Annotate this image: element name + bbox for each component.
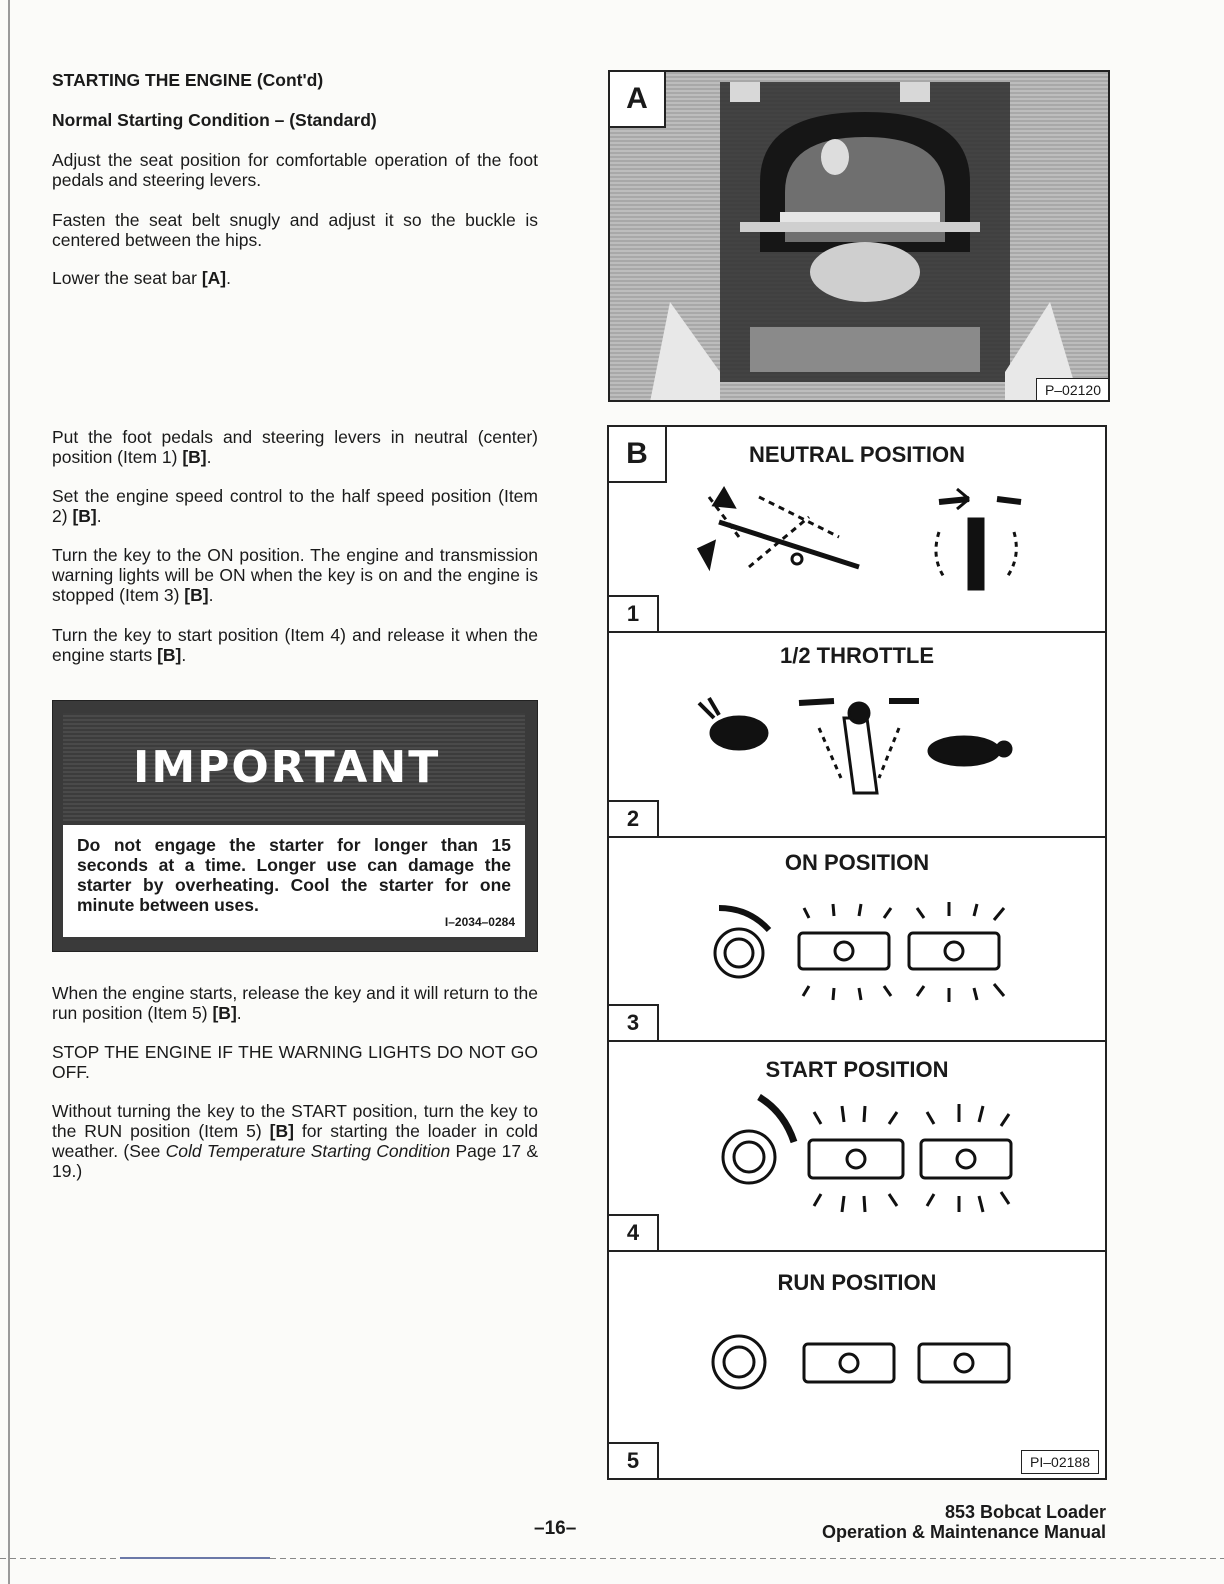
figure-b-label: B <box>607 425 667 483</box>
panel-start <box>609 1042 1105 1252</box>
figure-a-label: A <box>608 70 666 128</box>
paragraph-neutral: Put the foot pedals and steering levers in neutral (center) position (Item 1) [B]. <box>52 427 538 467</box>
on-position-icon <box>609 838 1105 1042</box>
important-notice <box>52 700 538 952</box>
panel-number: 5 <box>607 1442 659 1480</box>
section-subheading: Normal Starting Condition – (Standard) <box>52 110 377 130</box>
important-banner <box>63 713 525 821</box>
important-text: Do not engage the starter for longer than 15 seconds at a time. Longer use can damage the starter by overheating. Cool the starter for one minute between uses. <box>77 835 511 915</box>
paragraph-release-key: When the engine starts, release the key and it will return to the run position (Item 5) [B]. <box>52 983 538 1023</box>
panel-number: 3 <box>607 1004 659 1042</box>
page-bottom-mark <box>120 1557 270 1559</box>
important-body <box>63 825 525 937</box>
panel-number: 4 <box>607 1214 659 1252</box>
panel-title: START POSITION <box>765 1057 949 1082</box>
panel-run <box>609 1252 1105 1480</box>
paragraph-throttle: Set the engine speed control to the half speed position (Item 2) [B]. <box>52 486 538 526</box>
paragraph-key-on: Turn the key to the ON position. The engine and transmission warning lights will be ON when the key is on and the engine is stopped (Item 3) [B]. <box>52 545 538 605</box>
neutral-position-icon <box>609 427 1105 633</box>
figure-a-code: P–02120 <box>1036 378 1110 402</box>
paragraph-cold-weather: Without turning the key to the START position, turn the key to the RUN position (Item 5) [B] for starting the loader in cold weather. (See Cold Temperature Starting Condition Page 17 & 19.) <box>52 1101 538 1181</box>
important-code: I–2034–0284 <box>444 915 515 929</box>
panel-title: RUN POSITION <box>777 1270 937 1295</box>
section-heading: STARTING THE ENGINE (Cont'd) <box>52 70 324 90</box>
panel-number: 1 <box>607 595 659 633</box>
paragraph-warning-lights: STOP THE ENGINE IF THE WARNING LIGHTS DO NOT GO OFF. <box>52 1042 538 1082</box>
paragraph-key-start: Turn the key to start position (Item 4) and release it when the engine starts [B]. <box>52 625 538 665</box>
panel-number: 2 <box>607 800 659 838</box>
figure-a-seat-photo <box>608 70 1110 402</box>
manual-title-line2: Operation & Maintenance Manual <box>821 1522 1106 1542</box>
half-throttle-icon <box>609 633 1105 838</box>
panel-throttle <box>609 633 1105 838</box>
seat-bar-photo-illustration <box>610 72 1110 402</box>
paragraph-seatbar: Lower the seat bar [A]. <box>52 268 231 288</box>
figure-b-code: PI–02188 <box>1021 1450 1099 1474</box>
panel-neutral <box>609 427 1105 633</box>
paragraph-seatbelt: Fasten the seat belt snugly and adjust it so the buckle is centered between the hips. <box>52 210 538 250</box>
panel-title: ON POSITION <box>784 850 930 875</box>
start-position-icon <box>609 1042 1105 1252</box>
important-title: IMPORTANT <box>133 741 441 793</box>
panel-title: 1/2 THROTTLE <box>779 643 934 668</box>
manual-title <box>822 1502 1106 1542</box>
margin-line <box>8 0 10 1584</box>
figure-b-starting-steps <box>607 425 1107 1480</box>
page-number: –16– <box>534 1518 577 1539</box>
manual-title-line1: 853 Bobcat Loader <box>944 1502 1106 1522</box>
panel-on <box>609 838 1105 1042</box>
run-position-icon <box>609 1252 1105 1480</box>
paragraph-seat: Adjust the seat position for comfortable operation of the foot pedals and steering levers. <box>52 150 538 190</box>
panel-title: NEUTRAL POSITION <box>749 442 965 467</box>
